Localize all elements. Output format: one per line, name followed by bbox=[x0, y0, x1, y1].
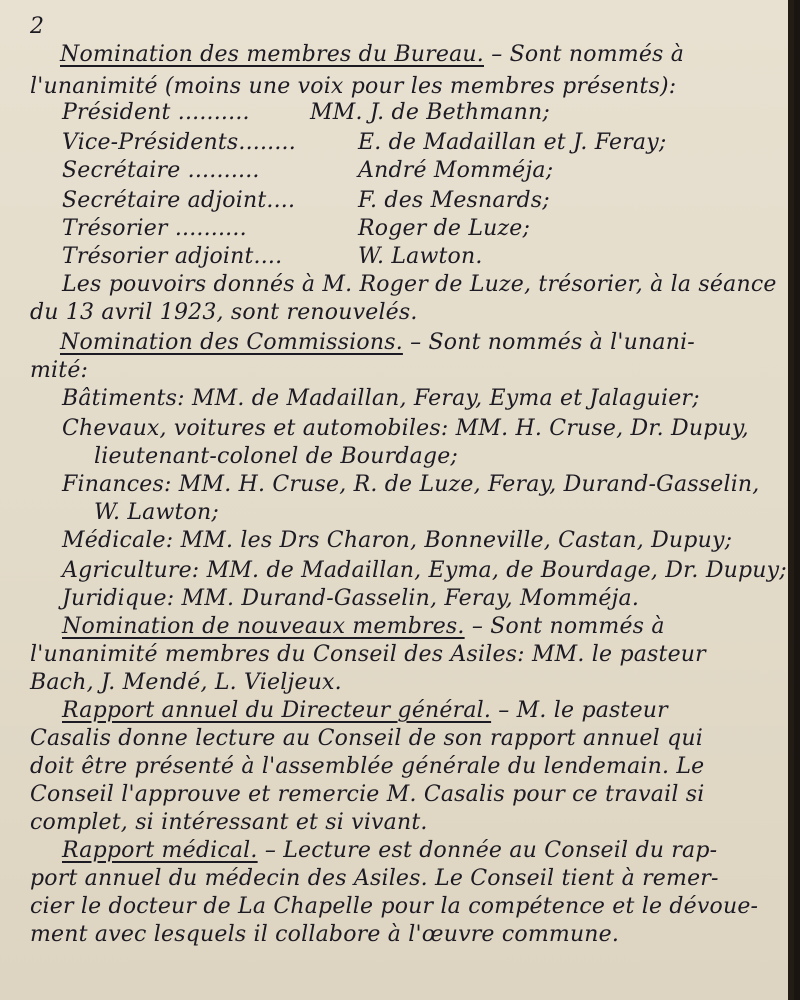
report-heading-line: Rapport annuel du Directeur général. – M. le pasteur bbox=[62, 698, 668, 723]
members-heading-line: Nomination de nouveaux membres. – Sont nommés à bbox=[62, 614, 665, 639]
bureau-heading: Nomination des membres du Bureau. bbox=[60, 42, 484, 67]
page-number: 2 bbox=[30, 14, 44, 39]
report-line: doit être présenté à l'assemblée générale du lendemain. Le bbox=[30, 754, 705, 779]
document-page: 2 Nomination des membres du Bureau. – Sont nommés à l'unanimité (moins une voix pour les membres présents): Président .......... MM. J. de Bethmann; Vice-Présidents........ E. de Madaillan et J. Feray; Secrétaire .......... André Momméja; Secrétaire adjoint.... F. des Mesnards; Trésorier .......... Roger de Luze; Trésorier adjoint.... W. Lawton. Les pouvoirs donnés à M. Roger de Luze, trésorier, à la séance du 13 avril 1923, sont renouvelés. Nomination des Commissions. – Sont nommés à l'unani- mité: Bâtiments: MM. de Madaillan, Feray, Eyma et Jalaguier; Chevaux, voitures et automobiles: MM. H. Cruse, Dr. Dupuy, lieutenant-colonel de Bourdage; Finances: MM. H. Cruse, R. de Luze, Feray, Durand-Gasselin, W. Lawton; Médicale: MM. les Drs Charon, Bonneville, Castan, Dupuy; Agriculture: MM. de Madaillan, Eyma, de Bourdage, Dr. Dupuy; Juridique: MM. Durand-Gasselin, Feray, Momméja. Nomination de nouveaux membres. – Sont nommés à l'unanimité membres du Conseil des Asiles: MM. le pasteur Bach, J. Mendé, L. Vieljeux. Rapport annuel du Directeur général. – M. le pasteur Casalis donne lecture au Conseil de son rapport annuel qui doit être présenté à l'assemblée générale du lendemain. Le Conseil l'approuve et remercie M. Casalis pour ce travail si complet, si intéressant et si vivant. Rapport médical. – Lecture est donnée au Conseil du rap- port annuel du médecin des Asiles. Le Conseil tient à remer- cier le docteur de La Chapelle pour la compétence et le dévoue- ment avec lesquels il collabore à l'œuvre commune. bbox=[0, 0, 794, 1000]
commission-line: Bâtiments: MM. de Madaillan, Feray, Eyma et Jalaguier; bbox=[62, 386, 700, 411]
commissions-heading: Nomination des Commissions. bbox=[60, 330, 403, 355]
report-line: complet, si intéressant et si vivant. bbox=[30, 810, 428, 835]
page-edge bbox=[788, 0, 794, 1000]
report-line: Conseil l'approuve et remercie M. Casalis pour ce travail si bbox=[30, 782, 705, 807]
bureau-intro: l'unanimité (moins une voix pour les membres présents): bbox=[30, 74, 677, 99]
medical-heading: Rapport médical. bbox=[62, 838, 258, 863]
commission-line: W. Lawton; bbox=[94, 500, 219, 525]
commission-line: Juridique: MM. Durand-Gasselin, Feray, Momméja. bbox=[62, 586, 640, 611]
commission-line: Chevaux, voitures et automobiles: MM. H. Cruse, Dr. Dupuy, bbox=[62, 416, 749, 441]
report-line: Casalis donne lecture au Conseil de son rapport annuel qui bbox=[30, 726, 703, 751]
bureau-heading-line: Nomination des membres du Bureau. – Sont nommés à bbox=[60, 42, 685, 67]
powers-line-2: du 13 avril 1923, sont renouvelés. bbox=[30, 300, 418, 325]
members-line: l'unanimité membres du Conseil des Asiles: MM. le pasteur bbox=[30, 642, 706, 667]
members-heading: Nomination de nouveaux membres. bbox=[62, 614, 465, 639]
members-line: Bach, J. Mendé, L. Vieljeux. bbox=[30, 670, 342, 695]
medical-line: ment avec lesquels il collabore à l'œuvre commune. bbox=[30, 922, 620, 947]
commission-line: Finances: MM. H. Cruse, R. de Luze, Feray, Durand-Gasselin, bbox=[62, 472, 760, 497]
medical-line: cier le docteur de La Chapelle pour la compétence et le dévoue- bbox=[30, 894, 759, 919]
commissions-intro: mité: bbox=[30, 358, 89, 383]
powers-line-1: Les pouvoirs donnés à M. Roger de Luze, trésorier, à la séance bbox=[62, 272, 777, 297]
report-heading: Rapport annuel du Directeur général. bbox=[62, 698, 492, 723]
commission-line: Agriculture: MM. de Madaillan, Eyma, de Bourdage, Dr. Dupuy; bbox=[62, 558, 787, 583]
commission-line: lieutenant-colonel de Bourdage; bbox=[94, 444, 459, 469]
commissions-heading-line: Nomination des Commissions. – Sont nommés à l'unani- bbox=[60, 330, 695, 355]
commission-line: Médicale: MM. les Drs Charon, Bonneville, Castan, Dupuy; bbox=[62, 528, 733, 553]
medical-line: port annuel du médecin des Asiles. Le Conseil tient à remer- bbox=[30, 866, 719, 891]
medical-heading-line: Rapport médical. – Lecture est donnée au Conseil du rap- bbox=[62, 838, 718, 863]
